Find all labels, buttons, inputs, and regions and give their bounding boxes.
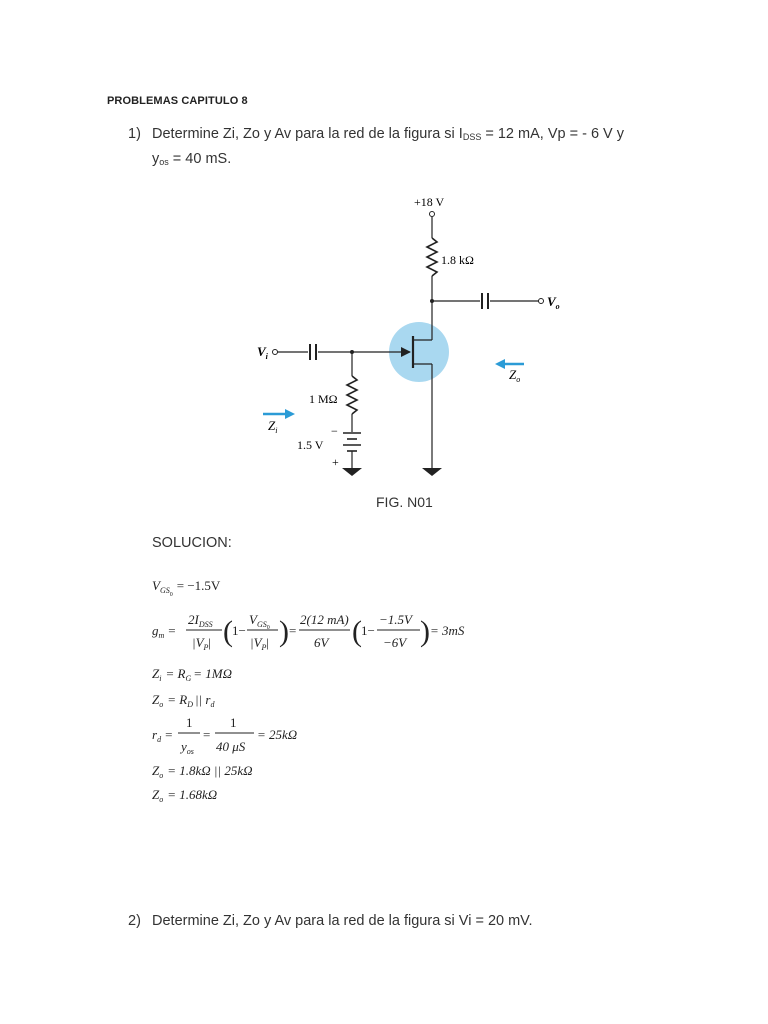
- yos-subscript: os: [159, 157, 169, 167]
- vo-terminal: [539, 299, 544, 304]
- gm-result: = 3mS: [430, 623, 465, 638]
- gm-paren2-open: (: [352, 615, 362, 648]
- solution-heading: SOLUCION:: [152, 535, 232, 551]
- yos-value: = 40 mS.: [168, 151, 232, 167]
- gm-paren-close: ): [279, 615, 289, 648]
- gm-frac-den: $|V_P|$: [192, 635, 212, 652]
- supply-terminal: [430, 212, 435, 217]
- problem-2-text: Determine Zi, Zo y Av para la red de la figura si Vi = 20 mV.: [152, 913, 533, 929]
- eq-zo-calc: $Z_o = 1.8k\Omega$ || 25kΩ: [152, 763, 253, 780]
- eq-zi: $Z_i = R_G = 1M\Omega$: [152, 666, 232, 683]
- rg-resistor: [347, 376, 357, 414]
- solution-equations: [0, 560, 768, 820]
- ground-right-icon: [422, 468, 442, 476]
- page-title: PROBLEMAS CAPITULO 8: [107, 95, 248, 107]
- rd-num2: 1: [230, 715, 237, 730]
- rg-label: 1 MΩ: [309, 392, 338, 406]
- gm-frac-num: $2I_{DSS}$: [188, 612, 213, 629]
- eq-rd-lhs: $r_d$ =: [152, 727, 173, 744]
- eq-gm-lhs: $g_m$ =: [152, 623, 176, 640]
- gm-frac3-den: −6V: [383, 635, 407, 650]
- zi-arrow-icon: [285, 409, 295, 419]
- gm-one-minus: 1−: [232, 623, 246, 638]
- ground-left-icon: [342, 468, 362, 476]
- gm-frac3-num: −1.5V: [379, 612, 412, 627]
- idss-subscript: DSS: [462, 132, 482, 142]
- rd-den: $y_{os}$: [181, 739, 194, 756]
- rd-resistor: [427, 238, 437, 276]
- vgs-source-label: 1.5 V: [297, 438, 324, 452]
- rd-num: 1: [186, 715, 193, 730]
- rd-label: 1.8 kΩ: [441, 253, 474, 267]
- rd-den2: 40 μS: [216, 739, 246, 754]
- vi-label: $V_i$: [257, 344, 268, 361]
- rd-eq2: =: [203, 727, 211, 742]
- gm-eq2: =: [289, 623, 297, 638]
- vi-terminal: [273, 350, 278, 355]
- supply-label: +18 V: [414, 195, 445, 209]
- gm-num2: 2(12 mA): [300, 612, 349, 627]
- problem-1-number: 1): [128, 126, 141, 142]
- problem-2: [128, 910, 688, 932]
- eq-zo-final: $Z_o = 1.68k\Omega$: [152, 787, 218, 804]
- gm-paren-open: (: [223, 615, 233, 648]
- zi-label: $Z_i$: [268, 418, 278, 435]
- gm-vgs-num: $V_{GS}0$: [249, 612, 270, 631]
- yos-symbol: y: [152, 151, 160, 167]
- zo-arrow-icon: [495, 359, 505, 369]
- problem-2-number: 2): [128, 913, 141, 929]
- battery-plus: +: [332, 455, 339, 469]
- figure-caption: FIG. N01: [376, 494, 433, 510]
- eq-vgs: $V_{GS0}= -1.5V$: [152, 578, 221, 598]
- problem-1-text-b: = 12 mA, Vp = - 6 V y: [481, 126, 624, 142]
- problem-1-text-a: Determine Zi, Zo y Av para la red de la figura si I: [152, 126, 463, 142]
- gm-one-minus-2: 1−: [361, 623, 375, 638]
- eq-zo: $Z_o = R_D$ || $r_d$: [152, 692, 215, 709]
- battery-minus: −: [331, 424, 338, 438]
- rd-result: = 25kΩ: [257, 727, 298, 742]
- gm-vp-den: $|V_P|$: [250, 635, 270, 652]
- gm-paren2-close: ): [420, 615, 430, 648]
- zo-label: $Z_o$: [509, 367, 521, 384]
- vo-label: $V_o$: [547, 294, 560, 311]
- gm-den2: 6V: [314, 635, 329, 650]
